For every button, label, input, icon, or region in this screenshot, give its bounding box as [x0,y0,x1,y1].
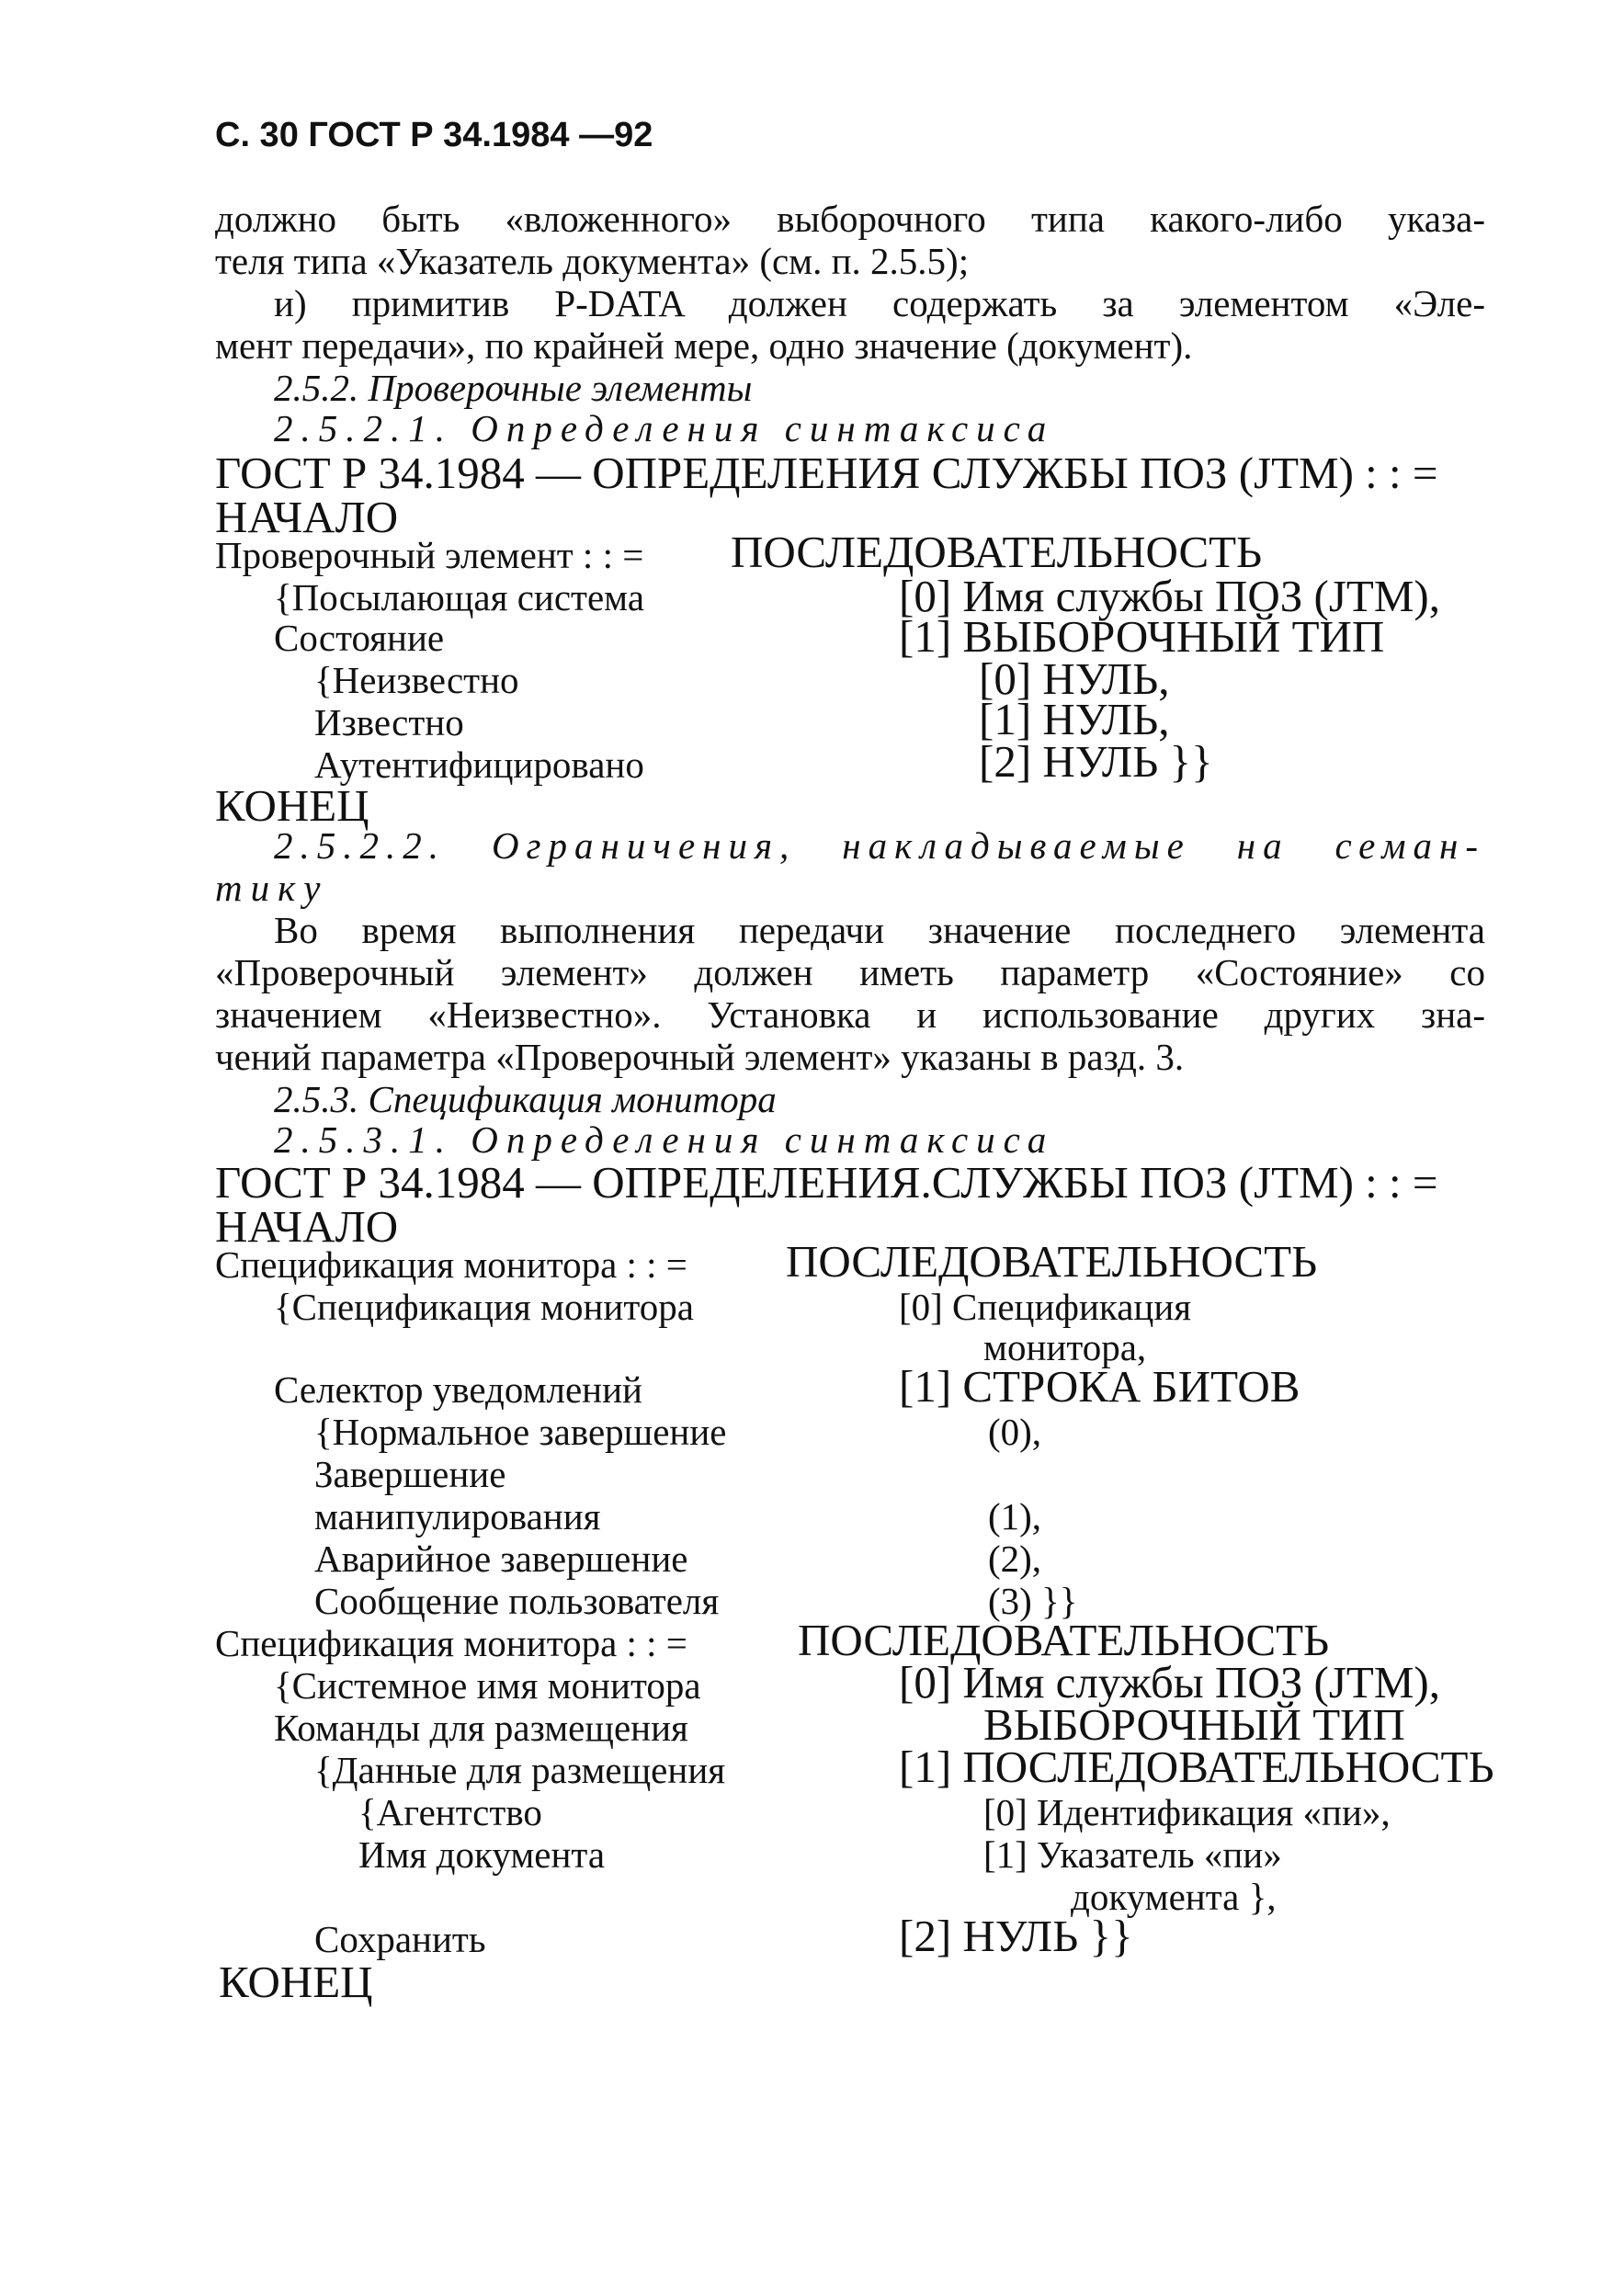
field-name: {Данные для размещения [314,1749,726,1791]
field-type: [0] НУЛЬ, [979,653,1170,704]
intro-line-2: теля типа «Указатель документа» (см. п. 2.5.5); [215,240,970,282]
field-type: [0] Спецификация [899,1286,1192,1328]
field-name: {Неизвестно [314,659,519,701]
section-heading-2-5-3: 2.5.3. Спецификация монитора [274,1078,777,1120]
end-keyword: КОНЕЦ [219,1957,373,2007]
assignment-left: Проверочный элемент : : = [215,534,644,576]
assignment-left: Спецификация монитора : : = [215,1243,687,1286]
field-name: Сообщение пользователя [314,1580,720,1622]
intro-line-3: и) примитив P-DATA должен содержать за элементом «Эле- [274,282,1485,324]
field-name: Аварийное завершение [314,1537,688,1580]
field-type: [1] Указатель «пи» [983,1833,1282,1876]
field-type: ВЫБОРОЧНЫЙ ТИП [983,1699,1405,1750]
field-name: Завершение [314,1453,506,1495]
subsection-heading-2-5-2-1: 2.5.2.1. Определения синтаксиса [274,407,1055,449]
subsection-heading-2-5-3-1: 2.5.3.1. Определения синтаксиса [274,1118,1055,1161]
field-type: [1] ПОСЛЕДОВАТЕЛЬНОСТЬ [899,1742,1494,1792]
field-name: {Агентство [358,1791,542,1833]
field-type: (0), [988,1411,1042,1453]
intro-line-1: должно быть «вложенного» выборочного типа какого-либо указа- [215,198,1485,240]
field-type: [1] НУЛЬ, [979,694,1170,744]
field-name: манипулирования [314,1495,601,1537]
field-name: {Посылающая система [274,576,645,618]
definitions-line: ГОСТ Р 34.1984 — ОПРЕДЕЛЕНИЯ.СЛУЖБЫ ПОЗ (JTM) : : = [215,1157,1438,1208]
field-type: (1), [988,1495,1042,1537]
field-type: [0] Имя службы ПОЗ (JTM), [899,1657,1440,1708]
begin-keyword: НАЧАЛО [215,492,399,542]
field-type: (2), [988,1537,1042,1580]
field-type: (3) }} [988,1580,1078,1622]
field-type: [2] НУЛЬ }} [979,736,1213,787]
paragraph-line: «Проверочный элемент» должен иметь параметр «Состояние» со [215,951,1485,993]
assignment-right: ПОСЛЕДОВАТЕЛЬНОСТЬ [786,1236,1318,1287]
field-name: Имя документа [358,1833,606,1876]
section-heading-2-5-2: 2.5.2. Проверочные элементы [274,367,753,409]
field-name: Аутентифицировано [314,743,644,786]
paragraph-line: Во время выполнения передачи значение последнего элемента [274,909,1485,951]
page-header: С. 30 ГОСТ Р 34.1984 —92 [215,116,653,154]
field-name: Команды для размещения [274,1707,688,1749]
end-keyword: КОНЕЦ [215,780,369,831]
field-name: Селектор уведомлений [274,1368,642,1411]
field-type: монитора, [983,1326,1147,1368]
field-type: [1] СТРОКА БИТОВ [899,1361,1300,1412]
assignment-right: ПОСЛЕДОВАТЕЛЬНОСТЬ [798,1615,1330,1665]
field-type: [0] Идентификация «пи», [983,1791,1391,1833]
field-name: Состояние [274,617,445,659]
field-name: {Спецификация монитора [274,1286,694,1328]
begin-keyword: НАЧАЛО [215,1201,399,1252]
field-name: Сохранить [314,1918,486,1960]
assignment-left: Спецификация монитора : : = [215,1622,687,1664]
subsection-heading-2-5-2-2-cont: тику [215,867,329,909]
field-name: {Системное имя монитора [274,1664,701,1707]
field-name: Известно [314,701,464,743]
field-type: [0] Имя службы ПОЗ (JTM), [899,571,1440,621]
intro-line-4: мент передачи», по крайней мере, одно значение (документ). [215,324,1193,367]
field-type: [2] НУЛЬ }} [899,1911,1133,1961]
paragraph-line: чений параметра «Проверочный элемент» указаны в разд. 3. [215,1036,1185,1078]
field-type: [1] ВЫБОРОЧНЫЙ ТИП [899,611,1385,662]
assignment-right: ПОСЛЕДОВАТЕЛЬНОСТЬ [731,527,1263,577]
field-name: {Нормальное завершение [314,1411,727,1453]
definitions-line: ГОСТ Р 34.1984 — ОПРЕДЕЛЕНИЯ СЛУЖБЫ ПОЗ (JTM) : : = [215,448,1438,498]
subsection-heading-2-5-2-2: 2.5.2.2. Ограничения, накладываемые на семан- [274,824,1485,867]
field-type: документа }, [1071,1876,1277,1918]
paragraph-line: значением «Неизвестно». Установка и использование других зна- [215,993,1485,1036]
